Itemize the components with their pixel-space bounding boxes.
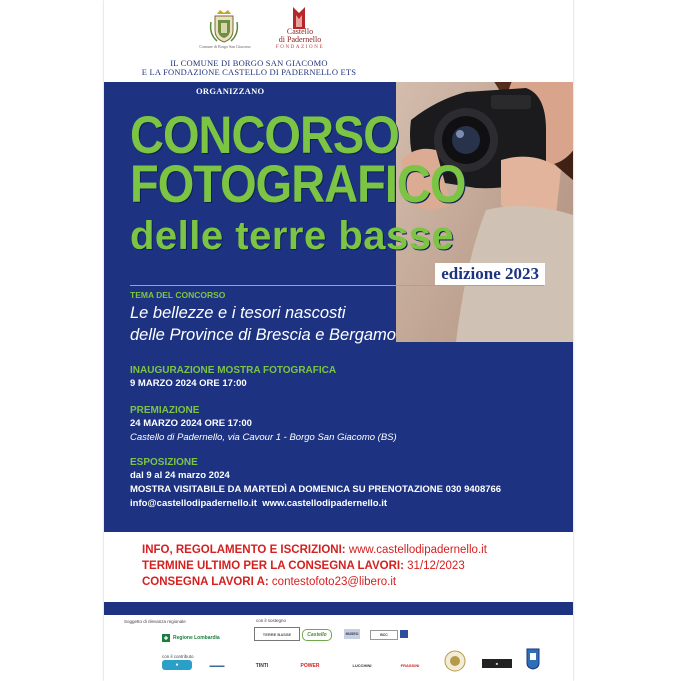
sponsor-shield-icon	[526, 648, 540, 670]
info-line-1	[142, 544, 487, 556]
castle-name-line1: Castello	[286, 27, 314, 36]
sponsor-frassini: FRASSINI	[400, 663, 420, 668]
organizer-line-1: IL COMUNE DI BORGO SAN GIACOMO	[170, 58, 328, 68]
castle-name	[264, 28, 336, 44]
main-panel	[104, 82, 573, 532]
castle-foundation: FONDAZIONE	[275, 45, 325, 50]
organizzano-label: ORGANIZZANO	[196, 86, 265, 96]
tema-label: TEMA DEL CONCORSO	[130, 290, 226, 300]
info-line-3-email[interactable]: contestofoto23@libero.it	[271, 576, 397, 588]
sponsor-power: POWER	[300, 662, 320, 669]
premiazione-date: 24 MARZO 2024 ORE 17:00	[130, 418, 252, 429]
poster-header	[104, 0, 573, 82]
inaugurazione-label: INAUGURAZIONE MOSTRA FOTOGRAFICA	[130, 365, 337, 376]
sponsor-row2-1: ▬▬▬	[209, 663, 225, 669]
sponsor-power-a: ●	[162, 660, 192, 670]
info-line-3	[142, 576, 396, 588]
tema-line-1: Le bellezze e i tesori nascosti	[130, 304, 346, 322]
crest-caption: Comune di Borgo San Giacomo	[199, 44, 251, 49]
caption-relevance: Soggetto di rilevanza regionale	[124, 619, 186, 624]
title-line-1: CONCORSO	[130, 104, 399, 164]
info-line-2-value: 31/12/2023	[407, 560, 465, 572]
info-line-1-key: INFO, REGOLAMENTO E ISCRIZIONI:	[142, 544, 346, 556]
esposizione-dates: dal 9 al 24 marzo 2024	[130, 470, 230, 481]
municipal-crest-icon	[208, 8, 240, 44]
esposizione-label: ESPOSIZIONE	[130, 457, 198, 468]
title-line-3: delle terre basse	[130, 214, 455, 258]
esposizione-contacts: info@castellodipadernello.it www.castellodipadernello.it	[130, 498, 388, 509]
sponsor-mark-icon	[400, 630, 408, 638]
sponsor-tinti: TINTI	[255, 662, 269, 669]
sponsor-dark-logo: ■	[482, 659, 512, 668]
sponsor-round-logo-icon	[444, 650, 466, 672]
edition-label: edizione 2023	[435, 263, 545, 285]
info-line-3-key: CONSEGNA LAVORI A:	[142, 576, 269, 588]
caption-partners: con il sostegno	[256, 618, 287, 623]
esposizione-visits: MOSTRA VISITABILE DA MARTEDÌ A DOMENICA SU PRENOTAZIONE 030 9408766	[130, 484, 502, 495]
sponsor-lucchini: LUCCHINI	[352, 663, 372, 668]
caption-contrib: con il contributo	[162, 654, 194, 659]
info-line-2-key: TERMINE ULTIMO PER LA CONSEGNA LAVORI:	[142, 560, 404, 572]
inaugurazione-date: 9 MARZO 2024 ORE 17:00	[130, 378, 247, 389]
castle-logo-icon	[292, 7, 306, 29]
sponsor-museo: MUSEO	[344, 629, 360, 639]
sponsor-footer	[104, 615, 573, 681]
info-line-1-link[interactable]: www.castellodipadernello.it	[348, 544, 487, 556]
info-box	[104, 532, 573, 602]
tema-text	[130, 302, 396, 346]
sponsor-terre-basse: TERRE BASSE	[254, 627, 300, 641]
info-line-2	[142, 560, 465, 572]
sponsor-castello: Castello	[302, 629, 332, 641]
sponsor-bcc: BCC	[370, 630, 398, 640]
castle-name-line2: di Padernello	[278, 35, 322, 44]
title-line-2: FOTOGRAFICO	[130, 153, 466, 213]
divider	[130, 285, 544, 286]
tema-line-2: delle Province di Brescia e Bergamo	[130, 326, 396, 344]
premiazione-place: Castello di Padernello, via Cavour 1 - Borgo San Giacomo (BS)	[130, 432, 397, 443]
organizer-line-2: E LA FONDAZIONE CASTELLO DI PADERNELLO ETS	[141, 67, 357, 77]
poster	[104, 0, 573, 681]
regione-label: Regione Lombardia	[173, 635, 220, 641]
regione-logo-icon	[162, 634, 170, 642]
premiazione-label: PREMIAZIONE	[130, 405, 200, 416]
blue-strip	[104, 602, 573, 615]
